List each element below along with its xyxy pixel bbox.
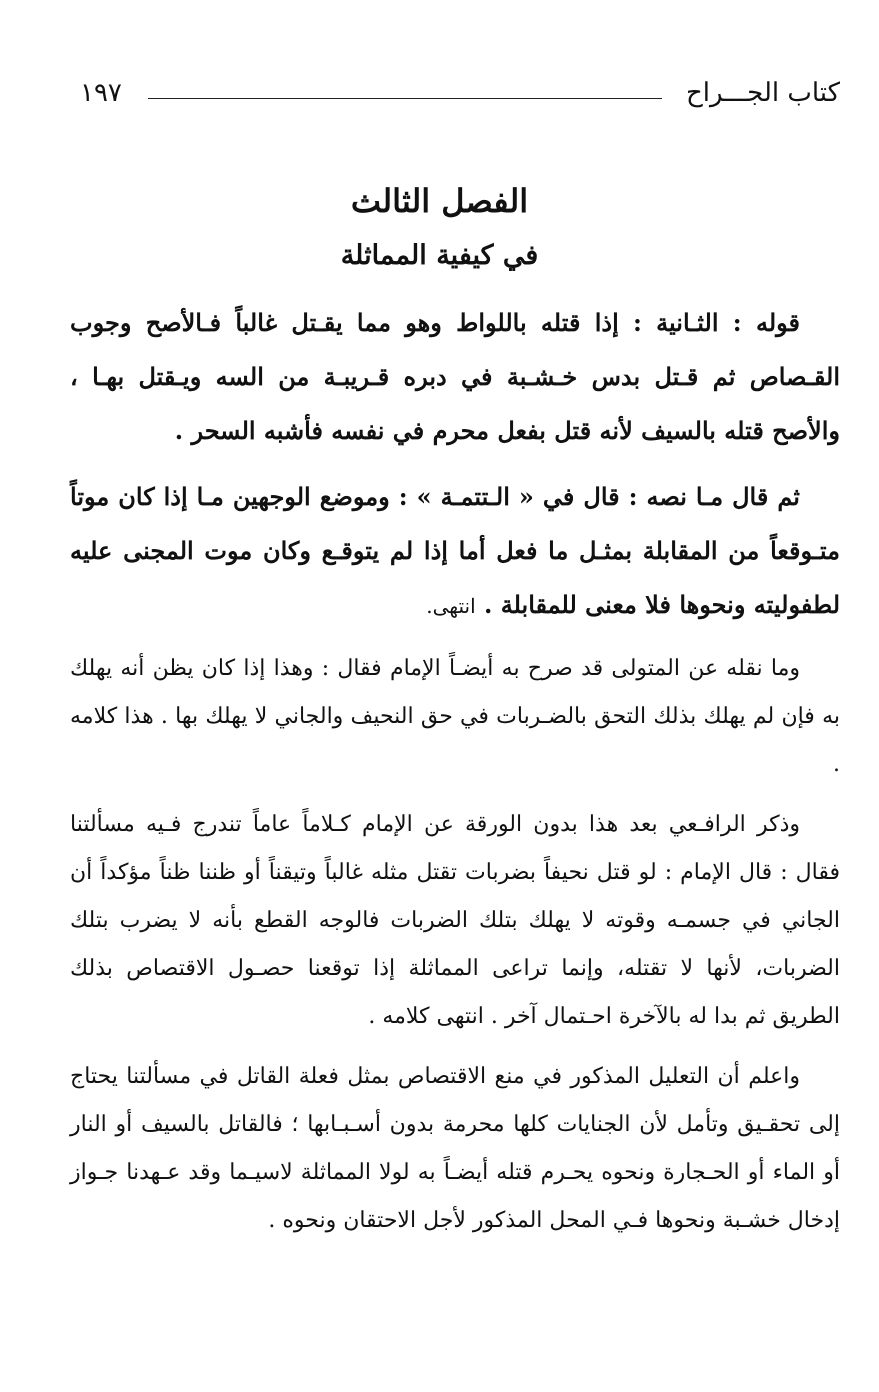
paragraph-2-main: ثم قال مـا نصه : قال في « الـتتمـة » : وموضع الوجهين مـا إذا كان موتاً متـوقعاً من المقابلة بمثـل ما فعل أما إذا لم يتوقـع وكان موت المجنى عليه لطفوليته ونحوها فلا معنى للمقابلة . <box>70 482 840 619</box>
paragraph-5: واعلم أن التعليل المذكور في منع الاقتصاص بمثل فعلة القاتل في مسألتنا يحتاج إلى تحقـيق وتأمل لأن الجنايات كلها محرمة بدون أسـبـابها ؛ فالقاتل بالسيف أو النار أو الماء أو الحـجارة ونحوه يحـرم قتله أيضـاً به لولا المماثلة لاسيـما وقد عـهدنا جـواز إدخال خشـبة ونحوها فـي المحل المذكور لأجل الاحتقان ونحوه . <box>70 1064 840 1233</box>
paragraph-1: قوله : الثـانية : إذا قتله باللواط وهو مما يقـتل غالباً فـالأصح وجوب القـصاص ثم قـتل بدس خـشـبة في دبره قـريبـة من السه ويـقتل بهـا ، والأصح قتله بالسيف لأنه قتل بفعل محرم في نفسه فأشبه السحر . <box>70 308 840 445</box>
chapter-subtitle: في كيفية المماثلة <box>340 240 539 271</box>
running-header <box>80 78 840 114</box>
chapter-title: الفصل الثالث <box>350 182 529 220</box>
paragraph-3: وما نقله عن المتولى قد صرح به أيضـاً الإمام فقال : وهذا إذا كان يظن أنه يهلك به فإن لم يهلك بذلك التحق بالضـربات في حق النحيف والجاني لا يهلك بها . هذا كلامه . <box>70 656 840 777</box>
page-number: ١٩٧ <box>80 78 122 108</box>
book-title: كتاب الجـــراح <box>685 78 840 108</box>
paragraph-2-end-note: انتهى. <box>426 594 476 618</box>
paragraph-2 <box>70 470 840 633</box>
paragraph-4: وذكر الرافـعي بعد هذا بدون الورقة عن الإمام كـلاماً عاماً تندرج فـيه مسألتنا فقال : قال الإمام : لو قتل نحيفاً بضربات تقتل مثله غالباً وتيقناً أو ظننا ظناً مؤكداً أن الجاني في جسمـه وقوته لا يهلك بتلك الضربات فالوجه القطع بأنه لا يضرب بتلك الضربات، لأنها لا تقتله، وإنما تراعى المماثلة إذا توقعنا حصـول الاقتصاص بذلك الطريق ثم بدا له بالآخرة احـتمال آخر . انتهى كلامه . <box>70 812 840 1029</box>
header-rule <box>148 98 662 99</box>
body-text <box>70 296 840 1245</box>
